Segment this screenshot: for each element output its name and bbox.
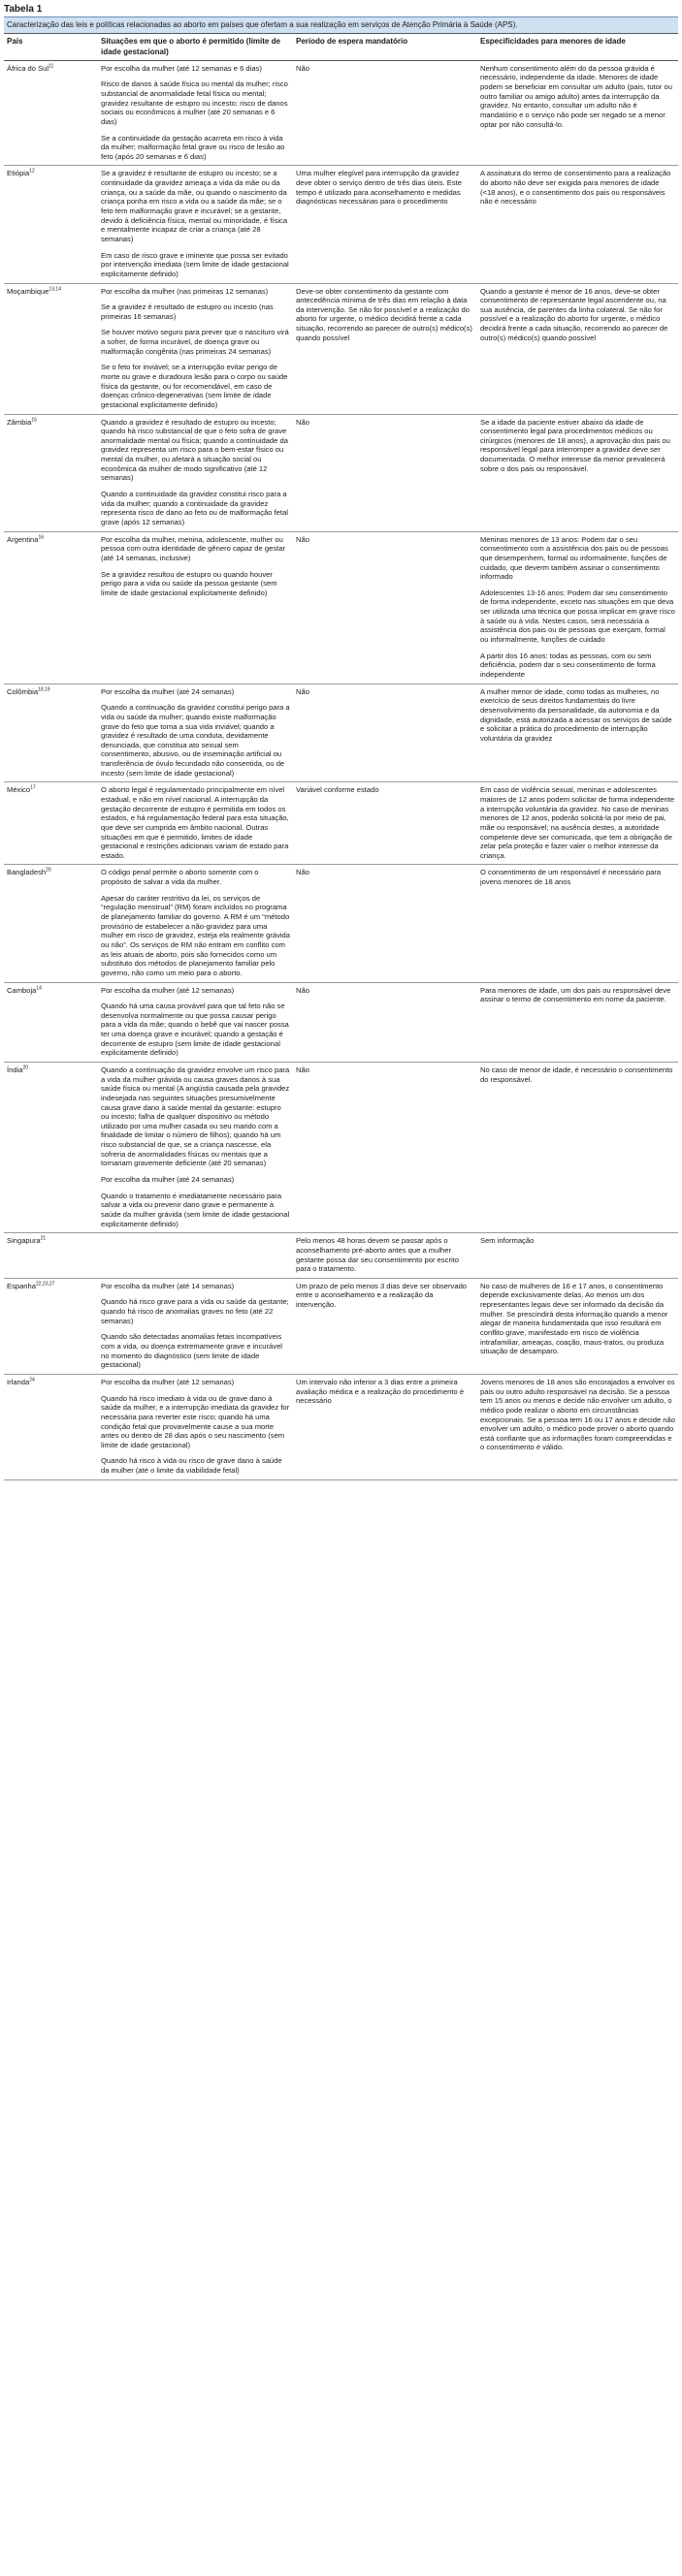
waiting-period-cell	[293, 166, 477, 283]
minors-paragraph: No caso de mulheres de 16 e 17 anos, o consentimento depende exclusivamente delas. Ao menos um dos representantes legais deve ser informado da decisão da mulher. Se prescindirá desta informação quando a menor alegar de maneira fundamentada que isso resultará em conflito grave, manifestado em risco de violência intrafamiliar, ameaças, coação, maus-tratos, ou produza situação de desamparo.	[480, 1281, 668, 1356]
waiting-period-cell	[293, 865, 477, 982]
country-name: México	[7, 785, 31, 795]
situation-paragraph: Por escolha da mulher (até 24 semanas)	[101, 1175, 235, 1185]
situation-paragraph: Por escolha da mulher (até 12 semanas)	[101, 985, 235, 995]
reference-number: 13,14	[49, 285, 61, 292]
country-cell	[4, 1374, 98, 1479]
country-name: Colômbia	[7, 686, 39, 696]
waiting-period-text: Deve-se obter consentimento da gestante com antecedência mínima de três dias em relação à data da intervenção. Se não for possível e a realização do aborto for urgente, o médico decidirá frente a cada situação, recorrendo ao parecer de outro(s) médico(s) quando possível	[296, 286, 472, 342]
country-name: Singapura	[7, 1236, 41, 1246]
country-cell	[4, 982, 98, 1062]
minors-paragraph: O consentimento de um responsável é necessário para jovens menores de 18 anos	[480, 868, 662, 887]
situations-cell	[98, 414, 293, 531]
minors-cell	[477, 782, 678, 865]
waiting-period-text: Variável conforme estado	[296, 785, 379, 795]
minors-paragraph: Nenhum consentimento além do da pessoa grávida é necessário, independente da idade. Menores de idade podem se beneficiar em consultar um adulto (pais, tutor ou outro familiar ou amigo adulto) antes da interrupção da gravidez. No entanto, consultar um adulto não é mandatório e o serviço não pode ser negado se a menor optar por não consultá-lo.	[480, 63, 672, 129]
situation-paragraph: Se a continuidade da gestação acarreta em risco à vida da mulher; malformação fetal grave ou risco de lesão ao feto (após 20 semanas e 6 dias)	[101, 133, 285, 161]
reference-number: 20	[22, 1065, 29, 1071]
table-row	[4, 1233, 678, 1279]
header-row	[4, 34, 678, 60]
waiting-period-cell	[293, 1063, 477, 1233]
table-row	[4, 1063, 678, 1233]
situations-cell	[98, 283, 293, 414]
minors-cell	[477, 414, 678, 531]
minors-cell	[477, 982, 678, 1062]
situation-paragraph: Quando há risco imediato à vida ou de grave dano à saúde da mulher, e a interrupção imediata da gravidez for necessária para reverter este risco; quando há uma condição fetal que provavelmente cause a sua morte antes ou dentro de 28 dias após o seu nascimento (sem limite de idade gestacional)	[101, 1393, 290, 1449]
minors-cell	[477, 1278, 678, 1374]
situation-paragraph: Se a gravidez resultou de estupro ou quando houver perigo para a vida ou saúde da pessoa gestante (sem limite de idade gestacional explicitamente definido)	[101, 569, 277, 597]
situation-paragraph: Se a gravidez é resultado de estupro ou incesto (nas primeiras 16 semanas)	[101, 302, 274, 321]
situation-paragraph: Por escolha da mulher (até 14 semanas)	[101, 1281, 235, 1290]
header-waiting-period: Período de espera mandatório	[293, 34, 477, 60]
waiting-period-text: Não	[296, 868, 309, 877]
situation-paragraph: Quando a continuidade da gravidez constitui risco para a vida da mulher; quando a continuidade da gravidez representa risco de dano ao feto ou de malformação fetal grave (após 12 semanas)	[101, 490, 288, 526]
situations-cell	[98, 531, 293, 684]
reference-number: 16	[38, 534, 45, 541]
country-name: Moçambique	[7, 286, 49, 296]
situations-cell	[98, 684, 293, 782]
minors-paragraph: Adolescentes 13-16 anos: Podem dar seu consentimento de forma independente, exceto nas situações em que deva ser utilizada uma técnica que possa implicar em grave risco à saúde ou à vida. Nestes casos, será necessária a assistência dos pais ou de pessoas que exerçam, formal ou informalmente, funções de cuidado	[480, 588, 675, 645]
reference-number: 21	[40, 1235, 47, 1242]
country-name: Índia	[7, 1065, 23, 1074]
waiting-period-cell	[293, 1278, 477, 1374]
country-cell	[4, 684, 98, 782]
waiting-period-cell	[293, 782, 477, 865]
waiting-period-text: Não	[296, 1065, 309, 1074]
country-cell	[4, 166, 98, 283]
situation-paragraph: O código penal permite o aborto somente com o propósito de salvar a vida da mulher.	[101, 868, 259, 887]
minors-paragraph: A partir dos 16 anos: todas as pessoas, com ou sem deficiência, podem dar o seu consentimento de forma independente	[480, 651, 656, 679]
table-row	[4, 684, 678, 782]
table-row	[4, 782, 678, 865]
situation-paragraph: O aborto legal é regulamentado principalmente em nível estadual, e não em nível nacional. A interrupção da gestação decorrente de estupro é permitida em todos os estados, e há regulamentação federal para esta situação, que deve ser cumprida em âmbito nacional. Outras situações em que é permitido, limites de idade gestacional e restrições adicionais variam de estado para estado.	[101, 785, 289, 860]
situation-paragraph: Quando a gravidez é resultado de estupro ou incesto; quando há risco substancial de que o feto sofra de grave anormalidade mental ou física; quando a continuidade da gravidez representa um risco para o bem-estar físico ou mental da mulher, ou afetará a situação social ou econômica da mulher de modo significativo (até 12 semanas)	[101, 417, 288, 483]
situation-paragraph: Por escolha da mulher, menina, adolescente, mulher ou pessoa com outra identidade de gênero capaz de gestar (até 14 semanas, inclusive)	[101, 534, 285, 562]
situation-paragraph: Em caso de risco grave e iminente que possa ser evitado por intervenção imediata (sem limite de idade gestacional explicitamente definido)	[101, 250, 289, 278]
waiting-period-cell	[293, 684, 477, 782]
minors-cell	[477, 283, 678, 414]
minors-cell	[477, 1374, 678, 1479]
waiting-period-cell	[293, 414, 477, 531]
country-name: Etiópia	[7, 169, 30, 178]
waiting-period-cell	[293, 982, 477, 1062]
country-name: Irlanda	[7, 1377, 30, 1386]
reference-number: 22,23,27	[35, 1281, 55, 1288]
minors-paragraph: Sem informação	[480, 1236, 535, 1246]
situation-paragraph: Por escolha da mulher (nas primeiras 12 semanas)	[101, 286, 269, 296]
reference-number: 11	[49, 63, 54, 70]
waiting-period-text: Não	[296, 686, 309, 696]
reference-number: 24	[29, 1377, 35, 1383]
reference-number: 12	[29, 168, 35, 175]
table-row	[4, 1278, 678, 1374]
table-body	[4, 60, 678, 1479]
reference-number: 15	[31, 417, 37, 424]
minors-paragraph: Em caso de violência sexual, meninas e adolescentes maiores de 12 anos podem solicitar de forma independente a interrupção voluntária da gravidez. No caso de meninas menores de 12 anos, poderão solicitá-la por meio de pai, mãe ou responsável; na ausência destes, a autoridade competente deve ser comunicada, que tem a obrigação de zelar pela proteção e fazer valer o melhor interesse da criança.	[480, 785, 675, 860]
minors-paragraph: No caso de menor de idade, é necessário o consentimento do responsável.	[480, 1065, 673, 1084]
waiting-period-text: Não	[296, 985, 309, 995]
situations-cell	[98, 1233, 293, 1279]
situation-paragraph: Quando são detectadas anomalias fetais incompatíveis com a vida, ou doença extremamente grave e incurável no momento do diagnóstico (sem limite de idade gestacional)	[101, 1332, 282, 1370]
situation-paragraph: Se o feto for inviável; se a interrupção evitar perigo de morte ou grave e duradoura lesão para o corpo ou saúde física da gestante, ou for recomendável, em caso de doenças crônico-degenerativas (sem limite de idade gestacional explicitamente definido)	[101, 363, 288, 409]
situation-paragraph: Quando há risco à vida ou risco de grave dano à saúde da mulher (até o limite da viabilidade fetal)	[101, 1456, 282, 1476]
situations-cell	[98, 865, 293, 982]
table-row	[4, 1374, 678, 1479]
situations-cell	[98, 982, 293, 1062]
waiting-period-cell	[293, 283, 477, 414]
situations-cell	[98, 60, 293, 166]
waiting-period-cell	[293, 1233, 477, 1279]
situations-cell	[98, 166, 293, 283]
situation-paragraph: Quando o tratamento é imediatamente necessário para salvar a vida ou prevenir dano grave e permanente à saúde da mulher grávida (sem limite de idade gestacional explicitamente definido)	[101, 1191, 290, 1228]
minors-cell	[477, 1233, 678, 1279]
header-country: País	[4, 34, 98, 60]
country-cell	[4, 414, 98, 531]
minors-cell	[477, 531, 678, 684]
reference-number: 14	[36, 984, 42, 991]
situation-paragraph: Quando a continuação da gravidez envolve um risco para a vida da mulher grávida ou causa graves danos à sua saúde física ou mental (A angústia causada pela gravidez indesejada nas seguintes situações presumivelmente causa grave dano à saúde mental da gestante: estupro ou incesto; falha de qualquer dispositivo ou método utilizado por uma mulher casada ou seu marido com a finalidade de limitar o número de filhos); quando há um risco substancial de que, se a criança nascesse, ela sofreria de anormalidades físicas ou mentais que a tornariam gravemente deficiente (até 20 semanas)	[101, 1065, 290, 1168]
country-name: Bangladesh	[7, 868, 47, 877]
waiting-period-text: Não	[296, 63, 309, 73]
waiting-period-text: Um prazo de pelo menos 3 dias deve ser observado entre o aconselhamento e a realização da intervenção.	[296, 1281, 468, 1310]
table-row	[4, 865, 678, 982]
country-cell	[4, 1233, 98, 1279]
country-name: Espanha	[7, 1281, 36, 1290]
reference-number: 18,19	[38, 686, 50, 693]
waiting-period-text: Uma mulher elegível para interrupção da gravidez deve obter o serviço dentro de três dias úteis. Este tempo é utilizado para aconselhamento e medidas diagnósticas necessárias para o procedimento	[296, 169, 462, 207]
country-name: Argentina	[7, 534, 39, 544]
minors-paragraph: Jovens menores de 18 anos são encorajados a envolver os pais ou outro adulto responsável na decisão. Se a pessoa tem 15 anos ou menos e decide não envolver um adulto, o médico pode realizar o aborto em circunstâncias excepcionais. Se a pessoa tem 16 ou 17 anos e decide não envolver um adulto, o médico pode prover o aborto quando está confiante que as informações foram compreendidas e o consentimento é válido.	[480, 1377, 675, 1452]
minors-paragraph: Se a idade da paciente estiver abaixo da idade de consentimento legal para procedimentos médicos ou cirúrgicos (menores de 18 anos), a aprovação dos pais ou responsável legal para interromper a gravidez deve ser documentada. O melhor interesse da menor prevalecerá sobre o dos pais ou responsável.	[480, 417, 670, 473]
situations-cell	[98, 1063, 293, 1233]
waiting-period-cell	[293, 60, 477, 166]
waiting-period-cell	[293, 531, 477, 684]
minors-cell	[477, 1063, 678, 1233]
country-cell	[4, 1063, 98, 1233]
table-row	[4, 414, 678, 531]
situation-paragraph: Risco de danos à saúde física ou mental da mulher; risco substancial de anormalidade fetal física ou mental; gravidez resultante de estupro ou incesto; risco de danos sociais ou econômicos à mulher (até 20 semanas e 6 dias)	[101, 80, 288, 126]
country-cell	[4, 782, 98, 865]
situations-cell	[98, 1374, 293, 1479]
minors-paragraph: Meninas menores de 13 anos: Podem dar o seu consentimento com a assistência dos pais ou de pessoas que desempenhem, formal ou informalmente, funções de cuidado, que deverm também assinar o consentimento informado	[480, 534, 668, 582]
situations-cell	[98, 1278, 293, 1374]
reference-number: 17	[30, 784, 36, 791]
minors-paragraph: A assinatura do termo de consentimento para a realização do aborto não deve ser exigida para menores de idade (<18 anos), e o consentimento dos pais ou responsáveis não é necessário	[480, 169, 671, 207]
country-cell	[4, 1278, 98, 1374]
situation-paragraph: Quando há risco grave para a vida ou saúde da gestante; quando há risco de anomalias graves no feto (até 22 semanas)	[101, 1297, 289, 1325]
table-row	[4, 166, 678, 283]
situation-paragraph: Quando a continuação da gravidez constitui perigo para a vida ou saúde da mulher; quando existe malformação grave do feto que torna a sua vida inviável; quando a gravidez é resultado de uma conduta, devidamente denunciada, que constitua ato sexual sem consentimento, abusivo, ou de inseminação artificial ou transferência de óvulo fecundado não consentida, ou de incesto (sem limite de idade gestacional)	[101, 703, 290, 778]
situation-paragraph: Se a gravidez é resultante de estupro ou incesto; se a continuidade da gravidez ameaça a vida da mãe ou da criança, ou a saúde da mãe, ou quando o nascimento da criança ponha em risco a vida ou a saúde da mãe; se o feto tem malformação grave e incurável; se a gestante, devido à deficiência física, mental ou minoridade, é física e mentalmente incapaz de criar a criança (até 28 semanas)	[101, 169, 288, 243]
country-cell	[4, 531, 98, 684]
waiting-period-cell	[293, 1374, 477, 1479]
situation-paragraph: Por escolha da mulher (até 12 semanas e 6 dias)	[101, 63, 262, 73]
situation-paragraph: Por escolha da mulher (até 12 semanas)	[101, 1377, 235, 1386]
waiting-period-text: Não	[296, 417, 309, 427]
minors-cell	[477, 60, 678, 166]
minors-cell	[477, 684, 678, 782]
situation-paragraph: Por escolha da mulher (até 24 semanas)	[101, 686, 235, 696]
header-minors: Especificidades para menores de idade	[477, 34, 678, 60]
waiting-period-text: Um intervalo não inferior a 3 dias entre a primeira avaliação médica e a realização do procedimento é necessário	[296, 1377, 465, 1406]
situation-paragraph: Quando há uma causa provável para que tal feto não se desenvolva normalmente ou que possa causar perigo para a vida da mãe; quando o bebê que vai nascer possa ter uma doença grave e incurável; quando a gestação é decorrente de estupro (sem limite de idade gestacional explicitamente definido)	[101, 1002, 289, 1058]
situations-cell	[98, 782, 293, 865]
country-cell	[4, 283, 98, 414]
table-row	[4, 531, 678, 684]
country-cell	[4, 60, 98, 166]
country-name: Zâmbia	[7, 417, 32, 427]
situation-paragraph: Apesar do caráter restritivo da lei, os serviços de “regulação menstrual” (RM) foram incluídos no programa de planejamento familiar do governo. A RM é um “método provisório de estabelecer a não-gravidez para uma mulher em risco de gravidez, esteja ela realmente grávida ou não”. Os serviços de RM não entram em conflito com as leis atuais de aborto, pois são fornecidos como um substituto dos métodos de planejamento familiar pelo governo, não como um meio para o aborto.	[101, 893, 291, 977]
country-cell	[4, 865, 98, 982]
header-situations: Situações em que o aborto é permitido (limite de idade gestacional)	[98, 34, 293, 60]
country-name: Camboja	[7, 985, 37, 995]
table-caption: Caracterização das leis e políticas relacionadas ao aborto em países que ofertam a sua realização em serviços de Atenção Primária à Saúde (APS).	[4, 16, 678, 33]
situation-paragraph: Se houver motivo seguro para prever que o nascituro virá a sofrer, de forma incurável, de doença grave ou malformação congênita (nas primeiras 24 semanas)	[101, 328, 289, 356]
reference-number: 20	[46, 867, 51, 874]
minors-cell	[477, 865, 678, 982]
minors-paragraph: Para menores de idade, um dos pais ou responsável deve assinar o termo de consentimento em nome da paciente.	[480, 985, 671, 1004]
table-row	[4, 60, 678, 166]
table-label: Tabela 1	[4, 4, 43, 15]
minors-cell	[477, 166, 678, 283]
waiting-period-text: Pelo menos 48 horas devem se passar após o aconselhamento pré-aborto antes que a mulher gestante possa dar seu consentimento por escrito para o tratamento.	[296, 1236, 460, 1274]
minors-paragraph: Quando a gestante é menor de 16 anos, deve-se obter consentimento de representante legal ascendente ou, na sua ausência, de parentes da linha colateral. Se não for possível e a realização do aborto for urgente, o médico decidirá frente a cada situação, recorrendo ao parecer de outro(s) médico(s) quando possível	[480, 286, 668, 342]
country-name: África do Sul	[7, 63, 49, 73]
waiting-period-text: Não	[296, 534, 309, 544]
minors-paragraph: A mulher menor de idade, como todas as mulheres, no exercício de seus direitos fundamentais do livre desenvolvimento da personalidade, da autonomia e da dignidade, está autorizada a acessar os serviços de saúde e solicitar a prática do procedimento de interrupção voluntária da gravidez	[480, 686, 672, 743]
laws-table	[4, 33, 678, 1479]
table-row	[4, 982, 678, 1062]
table-row	[4, 283, 678, 414]
